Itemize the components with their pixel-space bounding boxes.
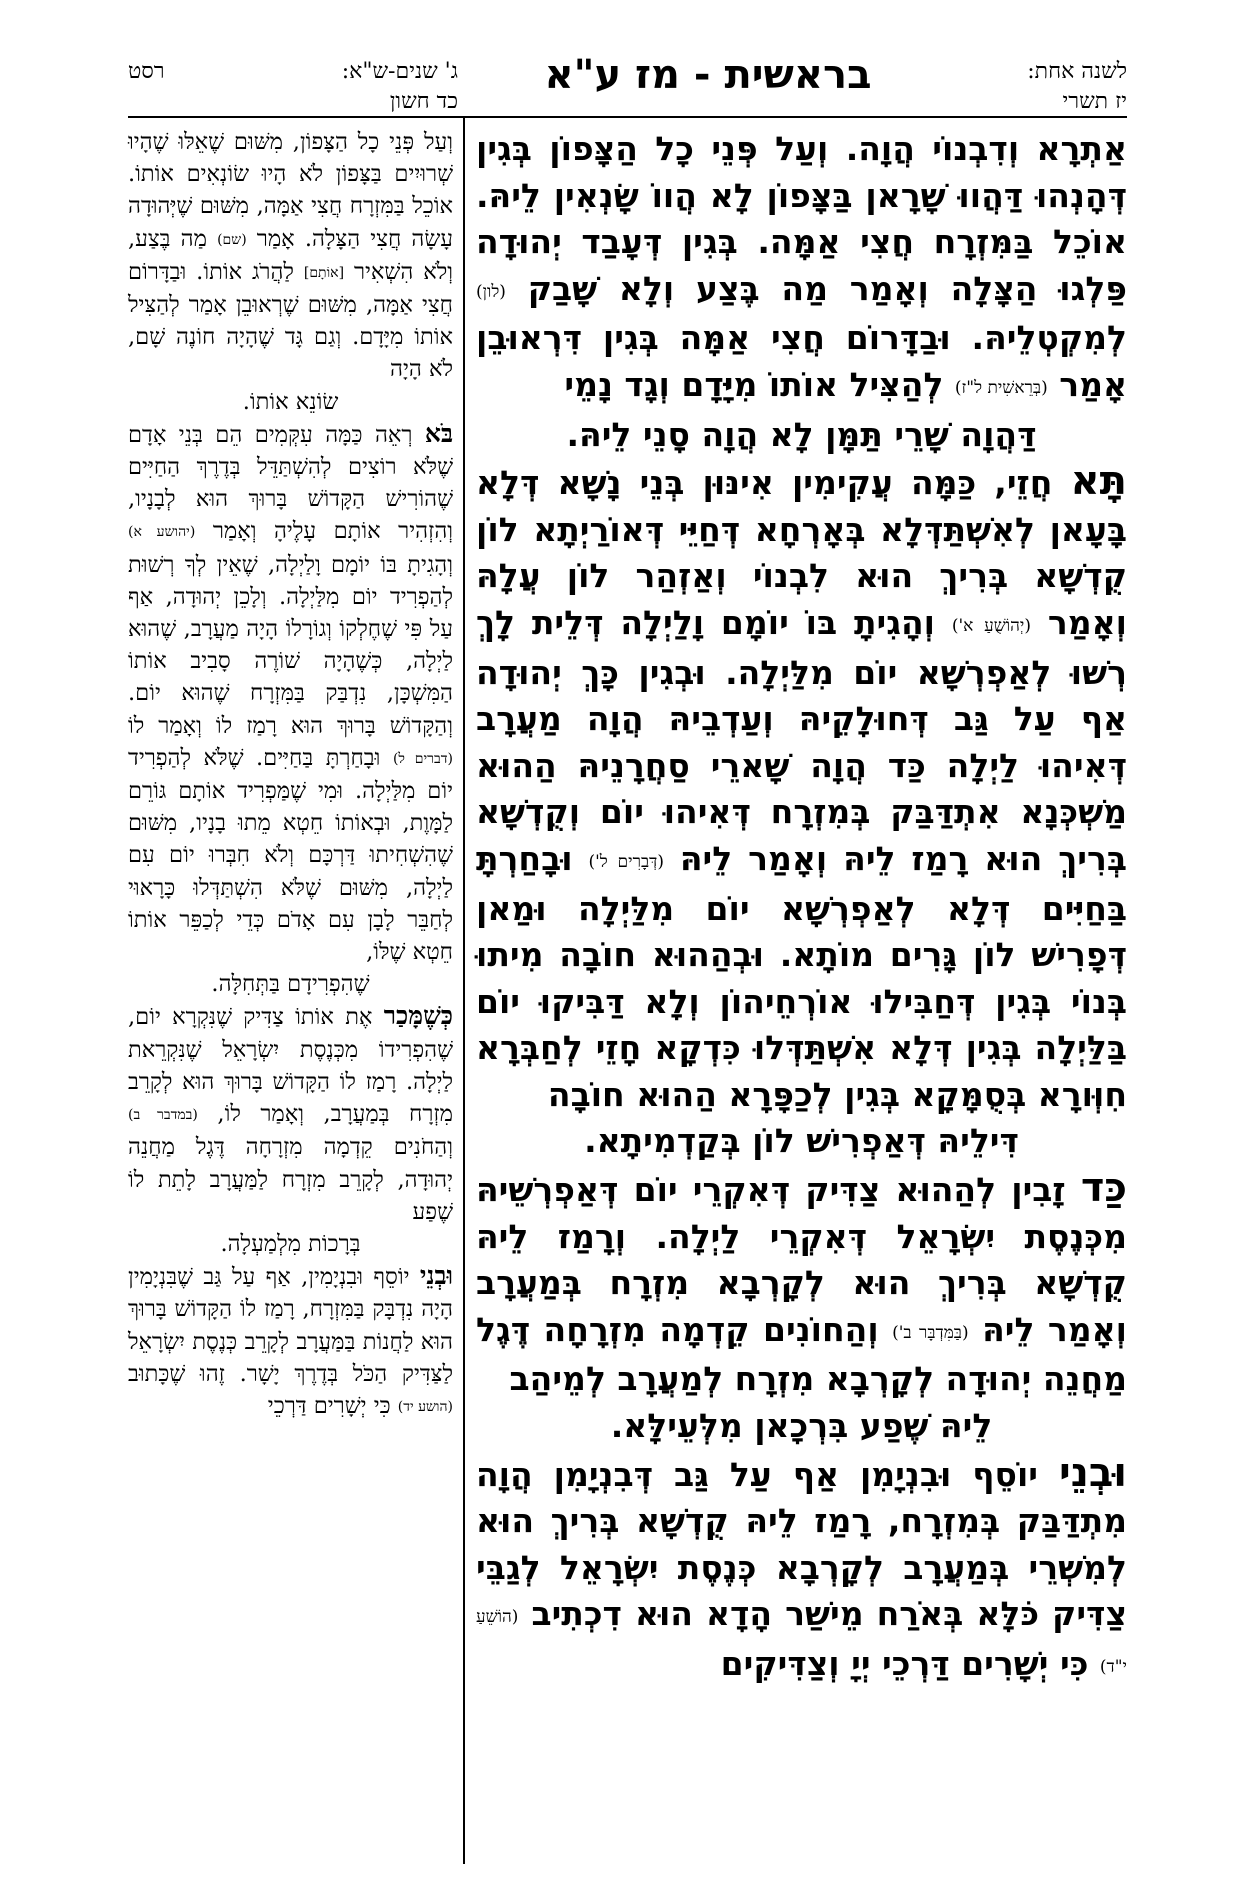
source-reference: (יְהוֹשֻׁעַ א'): [951, 615, 1032, 636]
side-paragraph-2-last-line: שֶׁהִפְרִידָם בַּתְּחִלָּה.: [211, 971, 370, 998]
opening-word: וּבְנֵי: [419, 1261, 453, 1291]
main-paragraph-1-last-line: דַּהֲוָה שָׁרֵי תַּמָּן לָא הֲוָה סָנֵי לֵיהּ.: [566, 414, 1037, 454]
side-paragraph-3: [128, 1000, 453, 1227]
side-text: רְאֵה כַּמָּה עִקְּמִים הֵם בְּנֵי אָדָם שֶׁלֹּא רוֹצִים לְהִשְׁתַּדֵּל בְּדֶרֶךְ הַחַיִּים שֶׁהוֹרִישׁ הַקָּדוֹשׁ בָּרוּךְ הוּא לְבָנָיו, וְהִזְהִיר אוֹתָם עָלֶיהָ וְאָמַר: [128, 421, 454, 545]
main-text: לְהַצִּיל אוֹתוֹ מִיָּדָם וְגָד נָמֵי: [564, 364, 944, 404]
translation-column: [128, 126, 453, 1423]
main-text: וְהָגִיתָ בּוֹ יוֹמָם וָלַיְלָה דְּלֵית לָךְ רְשׁוּ לְאַפְרְשָׁא יוֹם מִלַּיְלָה. וּבְגִין כָּךְ יְהוּדָה אַף עַל גַּב דְּחוּלָקֵיהּ וְעַדְבֵיהּ הֲוָה מַעֲרָב דְּאִיהוּ לַיְלָה כַּד הֲוָה שָׁארֵי סַחֲרָנֵיהּ הַהוּא מַשְׁכְּנָא אִתְדַּבַּק בְּמִזְרָח דְּאִיהוּ יוֹם וְקֻדְשָׁא בְּרִיךְ הוּא רָמַז לֵיהּ וְאָמַר לֵיהּ: [476, 602, 1127, 878]
main-text: לְמִקְטְלֵיהּ. וּבַדָּרוֹם חֲצִי אַמָּה בְּגִין דִּרְאוּבֵן אָמַר: [476, 318, 1127, 404]
source-reference: (בַּמִּדְבָּר ב'): [892, 1322, 969, 1343]
main-text-column: [476, 126, 1127, 1691]
source-reference: (יהושע א): [128, 524, 196, 541]
source-reference: (הושע יד): [397, 1398, 453, 1415]
main-paragraph-3: [476, 1165, 1127, 1403]
main-paragraph-4: [476, 1450, 1127, 1691]
side-text: מַה בֶּצַע, וְלֹא הִשְׁאִיר: [128, 225, 453, 285]
opening-word: בֹּא: [424, 418, 453, 448]
side-paragraph-3-last-line: בְּרָכוֹת מִלְמַעְלָה.: [220, 1230, 361, 1257]
side-text: וְהַחֹנִים קֵדְמָה מִזְרָחָה דֶּגֶל מַחֲנֵה יְהוּדָה, לְקָרֵב מִזְרָח לַמַּעֲרָב לָתֵת לוֹ שֶׁפַע: [128, 1134, 453, 1225]
source-reference: (הוֹשֵׁעַ י"ד): [476, 1607, 1127, 1677]
main-text: יוֹסֵף וּבִנְיָמִן אַף עַל גַּב דְּבִנְיָמִן הֲוָה מִתְדַּבַּק בְּמִזְרָח, רָמַז לֵיהּ קֻדְשָׁא בְּרִיךְ הוּא לְמִשְׁרֵי בְּמַעֲרָב לְקָרְבָא כְּנֶסֶת יִשְׂרָאֵל לְגַבֵּי צַדִּיק כֹּלָּא בְּאֹרַח מֵישַׁר הָדָא הוּא דִכְתִיב: [476, 1454, 1127, 1634]
page-title: בראשית - מז ע"א: [544, 52, 872, 98]
source-reference: (בְּרֵאשִׁית ל"ז): [954, 377, 1048, 398]
main-text: וּבָחַרְתָּ בַּחַיִּים דְּלָא לְאַפְרְשָׁא יוֹם מִלַּיְלָה וּמַאן דְּפָרִישׁ לוֹן גָּרִים מוֹתָא. וּבְהַהוּא חוֹבָה מִיתוּ בְּנוֹי בְּגִין דְּחַבִּילוּ אוֹרְחֵיהוֹן וְלָא דַּבִּיקוּ יוֹם בַּלַּיְלָה בְּגִין דְּלָא אִשְׁתַּדְּלוּ כִּדְקָא חָזֵי לְחַבְּרָא חִוְּורָא בְּסֻמָּקָא בְּגִין לְכַפָּרָא הַהוּא חוֹבָה: [476, 838, 1127, 1114]
main-paragraph-2: [476, 458, 1127, 1118]
opening-word: תָּא: [1070, 458, 1127, 505]
header-date-tishrei: יז תשרי: [1062, 89, 1127, 114]
side-paragraph-4: [128, 1260, 453, 1423]
opening-word: וּבְנֵי: [1058, 1449, 1127, 1496]
side-text: וּבָחַרְתָּ בַּחַיִּים. שֶׁלֹּא לְהַפְרִיד יוֹם מִלַּיְלָה. וּמִי שֶׁמַּפְרִיד אוֹתָם גּוֹרֵם לַמָּוֶת, וּבְאוֹתוֹ חֵטְא מֵתוּ בָנָיו, מִשּׁוּם שֶׁהִשְׁחִיתוּ דַּרְכָּם וְלֹא חִבְּרוּ יוֹם עִם לַיְלָה, מִשּׁוּם שֶׁלֹּא הִשְׁתַּדְּלוּ כָּרָאוּי לְחַבֵּר לָבָן עִם אָדֹם כְּדֵי לְכַפֵּר אוֹתוֹ חֵטְא שֶׁלּוֹ,: [128, 744, 453, 966]
main-paragraph-2-last-line: דִּילֵיהּ דְּאַפְרִישׁ לוֹן בְּקַדְמִיתָא.: [584, 1121, 1019, 1161]
main-text: זָבִין לְהַהוּא צַדִּיק דְּאִקְרֵי יוֹם דְּאַפְרְשֵׁיהּ מִכְּנֶסֶת יִשְׂרָאֵל דְּאִקְרֵי לַיְלָה. וְרָמַז לֵיהּ קֻדְשָׁא בְּרִיךְ הוּא לְקָרְבָא מִזְרָח בְּמַעֲרָב וְאָמַר לֵיהּ: [476, 1170, 1127, 1349]
opening-word: כַּד: [1080, 1165, 1127, 1212]
main-text: כִּי יְשָׁרִים דַּרְכֵי יְיָ וְצַדִּיקִים: [720, 1644, 1089, 1683]
main-text: אַתְרָא וְדִבְנוֹי הֲוָה. וְעַל פְּנֵי כָל הַצָּפוֹן בְּגִין דְּהָנְהוּ דַּהֲווּ שָׁרָאן בַּצָּפוֹן לָא הֲווֹ שָׂנְאִין לֵיהּ. אוֹכֵל בַּמִּזְרָח חֲצִי אַמָּה. בְּגִין דְּעָבַד יְהוּדָה פַּלְגוּ הַצָּלָה וְאָמַר מַה בֶּצַע וְלָא שָׁבַק: [476, 129, 1127, 308]
column-divider: [463, 118, 465, 1864]
header-right: [960, 58, 1127, 114]
header-date-heshvan: כד חשון: [389, 89, 458, 114]
opening-word: כְּשֶׁמָּכַר: [383, 1001, 453, 1031]
source-reference: (דברים ל): [392, 750, 453, 767]
main-paragraph-3-last-line: לֵיהּ שֶׁפַע בִּרְכָאן מִלְּעֵילָּא.: [610, 1406, 993, 1446]
header-left: [128, 58, 458, 114]
side-text: כִּי יְשָׁרִים דַּרְכֵי: [267, 1392, 391, 1419]
side-text: אֶת אוֹתוֹ צַדִּיק שֶׁנִּקְרָא יוֹם, שֶׁהִפְרִידוֹ מִכְּנֶסֶת יִשְׂרָאֵל שֶׁנִּקְרֵאת לַיְלָה. רָמַז לוֹ הַקָּדוֹשׁ בָּרוּךְ הוּא לְקָרֵב מִזְרָח בְּמַעֲרָב, וְאָמַר לוֹ,: [128, 1004, 453, 1128]
header-divider: [128, 116, 1127, 118]
header-one-year-label: לשנה אחת:: [1027, 59, 1127, 84]
side-paragraph-1: [128, 126, 453, 386]
side-text: וְהָגִיתָ בּוֹ יוֹמָם וָלַיְלָה, שֶׁאֵין לְךָ רְשׁוּת לְהַפְרִיד יוֹם מִלַּיְלָה. וְלָכֵן יְהוּדָה, אַף עַל פִּי שֶׁחֶלְקוֹ וְגוֹרָלוֹ הָיָה מַעֲרָב, שֶׁהוּא לַיְלָה, כְּשֶׁהָיָה שׁוֹרֶה סָבִיב אוֹתוֹ הַמִּשְׁכָּן, נִדְבַּק בַּמִּזְרָח שֶׁהוּא יוֹם. וְהַקָּדוֹשׁ בָּרוּךְ הוּא רָמַז לוֹ וְאָמַר לוֹ: [128, 551, 453, 739]
main-text: חֲזֵי, כַּמָּה עֲקִימִין אִינּוּן בְּנֵי נָשָׁא דְּלָא בָּעָאן לְאִשְׁתַּדְּלָא בְּאָרְחָא דְּחַיֵּי דְּאוֹרַיְתָא לוֹן קֻדְשָׁא בְּרִיךְ הוּא לִבְנוֹי וְאַזְהַר לוֹן עֲלָהּ וְאָמַר: [476, 463, 1127, 642]
side-text: וְעַל פְּנֵי כָל הַצָּפוֹן, מִשּׁוּם שֶׁאֵלּוּ שֶׁהָיוּ שְׁרוּיִים בַּצָּפוֹן לֹא הָיוּ שׂוֹנְאִים אוֹתוֹ. אוֹכֵל בַּמִּזְרָח חֲצִי אַמָּה, מִשּׁוּם שֶׁיְּהוּדָה עָשָׂה חֲצִי הַצָּלָה. אָמַר: [128, 129, 454, 252]
header-years-label: ג' שנים-ש"א:: [341, 59, 458, 84]
side-text: יוֹסֵף וּבִנְיָמִין, אַף עַל גַּב שֶׁבִּנְיָמִין הָיָה נִדְבָּק בַּמִּזְרָח, רָמַז לוֹ הַקָּדוֹשׁ בָּרוּךְ הוּא לַחֲנוֹת בַּמַּעֲרָב לְקָרֵב כְּנֶסֶת יִשְׂרָאֵל לַצַּדִּיק הַכֹּל בְּדֶרֶךְ יָשָׁר. זֶהוּ שֶׁכָּתוּב: [128, 1264, 453, 1387]
main-text: וְהַחוֹנִים קֵדְמָה מִזְרָחָה דֶּגֶל מַחֲנֵה יְהוּדָה לְקָרְבָא מִזְרָח לְמַעֲרָב לְמֵיהַב: [476, 1309, 1127, 1399]
page-number: רסט: [128, 59, 165, 84]
source-reference: (במדבר ב): [128, 1107, 198, 1124]
main-paragraph-1: [476, 126, 1127, 412]
source-reference: (לון): [476, 281, 506, 302]
side-paragraph-2: [128, 418, 453, 968]
source-reference: (דְּבָרִים ל'): [588, 851, 664, 872]
source-reference: [אוֹתָם]: [303, 264, 345, 281]
side-paragraph-1-last-line: שׂוֹנֵא אוֹתוֹ.: [242, 388, 339, 415]
side-text: לַהֲרֹג אוֹתוֹ. וּבַדָּרוֹם חֲצִי אַמָּה, מִשּׁוּם שֶׁרְאוּבֵן אָמַר לְהַצִּיל אוֹתוֹ מִיָּדָם. וְגַם גָּד שֶׁהָיָה חוֹנֶה שָׁם, לֹא הָיָה: [128, 258, 453, 383]
source-reference: (שם): [217, 231, 247, 248]
